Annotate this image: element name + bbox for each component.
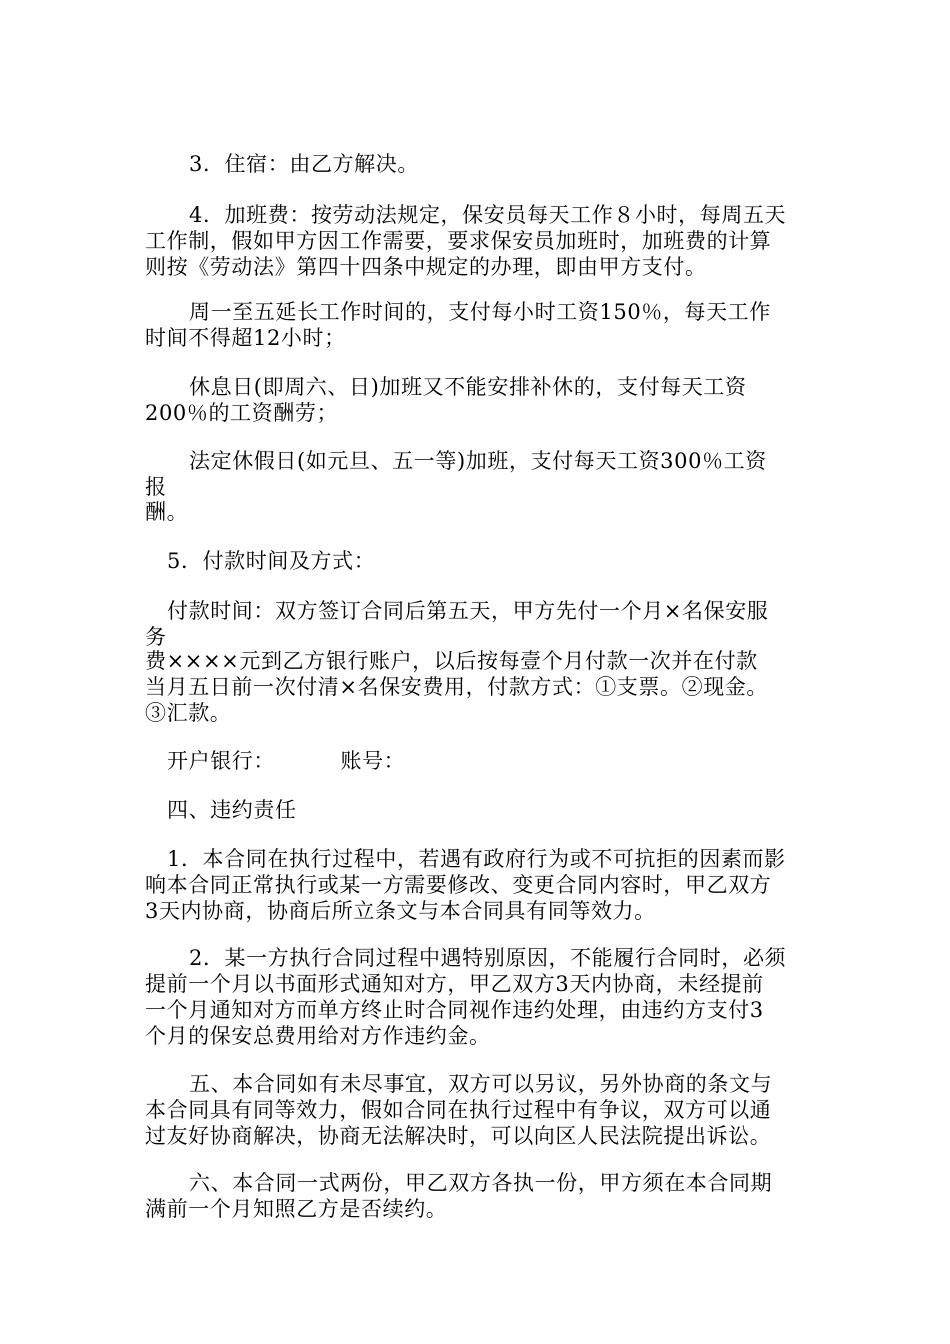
- text-line: 休息日(即周六、日)加班又不能安排补休的，支付每天工资: [189, 375, 747, 399]
- text-line: 本合同具有同等效力，假如合同在执行过程中有争议，双方可以通: [145, 1098, 772, 1122]
- text-line: 时间不得超12小时；: [145, 326, 346, 350]
- text-line: 满前一个月知照乙方是否续约。: [145, 1197, 448, 1221]
- text-line: 周一至五延长工作时间的，支付每小时工资150％，每天工作: [189, 300, 771, 324]
- text-line: 酬。: [145, 500, 189, 524]
- text-line: 2．某一方执行合同过程中遇特别原因，不能履行合同时，必须: [189, 946, 787, 970]
- text-line: ③汇款。: [145, 701, 232, 725]
- text-line: 五、本合同如有未尽事宜，双方可以另议，另外协商的条文与: [189, 1072, 773, 1096]
- text-line: 务: [145, 625, 167, 649]
- text-line: 5．付款时间及方式：: [167, 549, 376, 573]
- text-line: 付款时间：双方签订合同后第五天，甲方先付一个月×名保安服: [167, 599, 769, 623]
- text-line: 一个月通知对方而单方终止时合同视作违约处理，由违约方支付3: [145, 998, 764, 1022]
- text-line: 当月五日前一次付清×名保安费用，付款方式：①支票。②现金。: [145, 675, 768, 699]
- text-line: 六、本合同一式两份，甲乙双方各执一份，甲方须在本合同期: [189, 1171, 773, 1195]
- text-line: 提前一个月以书面形式通知对方，甲乙双方3天内协商，未经提前: [145, 972, 764, 996]
- text-line: 个月的保安总费用给对方作违约金。: [145, 1024, 491, 1048]
- text-line: 1．本合同在执行过程中，若遇有政府行为或不可抗拒的因素而影: [167, 847, 786, 871]
- text-line: 3天内协商，协商后所立条文与本合同具有同等效力。: [145, 899, 656, 923]
- text-line: 则按《劳动法》第四十四条中规定的办理，即由甲方支付。: [145, 255, 707, 279]
- text-line: 200％的工资酬劳；: [145, 401, 339, 425]
- text-line: 法定休假日(如元旦、五一等)加班，支付每天工资300％工资: [189, 449, 767, 473]
- text-line: 报: [145, 475, 167, 499]
- text-line: 过友好协商解决，协商无法解决时，可以向区人民法院提出诉讼。: [145, 1124, 772, 1148]
- text-line: 响本合同正常执行或某一方需要修改、变更合同内容时，甲乙双方: [145, 873, 772, 897]
- section-heading: 四、违约责任: [167, 798, 297, 822]
- text-line: 费××××元到乙方银行账户，以后按每壹个月付款一次并在付款: [145, 649, 758, 673]
- text-line: 工作制，假如甲方因工作需要，要求保安员加班时，加班费的计算: [145, 229, 772, 253]
- text-line: 3．住宿：由乙方解决。: [189, 152, 419, 176]
- text-line: 4．加班费：按劳动法规定，保安员每天工作８小时，每周五天: [189, 203, 787, 227]
- bank-account-line: 开户银行： 账号：: [167, 749, 406, 773]
